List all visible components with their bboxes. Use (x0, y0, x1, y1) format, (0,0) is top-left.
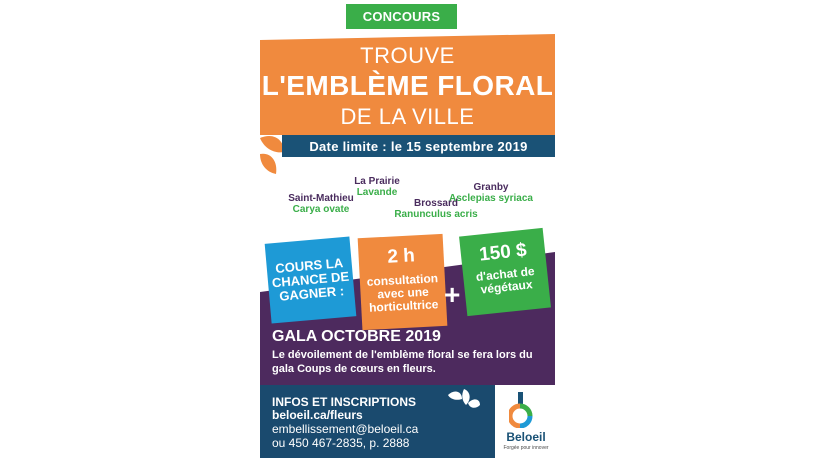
city-name: Saint-Mathieu (288, 193, 354, 204)
plant-name: Ranunculus acris (394, 209, 478, 220)
leaves-icon (446, 387, 482, 413)
plus-sign: + (444, 279, 461, 310)
prize-consultation-text: consultation avec une horticultrice (366, 271, 439, 315)
beloeil-logo-icon (509, 390, 541, 428)
gala-title: GALA OCTOBRE 2019 (272, 328, 441, 345)
city-name: La Prairie (354, 176, 400, 187)
prize-consultation-amount: 2 h (386, 245, 416, 268)
prize-voucher-text: d'achat de végétaux (475, 263, 536, 297)
concours-badge: CONCOURS (346, 4, 457, 29)
logo-tagline: Forgée pour innover (503, 445, 549, 451)
info-title: INFOS ET INSCRIPTIONS (272, 395, 417, 409)
prize-consultation-box (358, 234, 448, 330)
contest-poster (260, 0, 555, 458)
plant-name: Carya ovate (292, 204, 350, 215)
prize-voucher-box (459, 228, 551, 316)
title-line-3: DE LA VILLE (340, 104, 475, 129)
logo-wordmark: Beloeil (506, 430, 546, 444)
plant-name: Asclepias syriaca (449, 193, 533, 204)
city-name: Brossard (414, 198, 458, 209)
email-link[interactable]: embellissement@beloeil.ca (272, 422, 419, 436)
deadline-bar: Date limite : le 15 septembre 2019 (282, 135, 555, 157)
plant-name: Lavande (356, 187, 398, 198)
website-link[interactable]: beloeil.ca/fleurs (272, 408, 363, 422)
gala-description: Le dévoilement de l'emblème floral se fera lors du gala Coups de cœurs en fleurs. (272, 349, 533, 375)
phone-number: ou 450 467-2835, p. 2888 (272, 436, 410, 450)
title-line-1: TROUVE (360, 43, 455, 68)
city-item (446, 182, 536, 204)
prize-voucher-amount: 150 $ (478, 239, 528, 266)
title-line-2: L'EMBLÈME FLORAL (261, 70, 554, 101)
prize-intro-box: COURS LA CHANCE DE GAGNER : (265, 236, 357, 323)
city-item (342, 176, 412, 198)
city-name: Granby (473, 182, 509, 193)
